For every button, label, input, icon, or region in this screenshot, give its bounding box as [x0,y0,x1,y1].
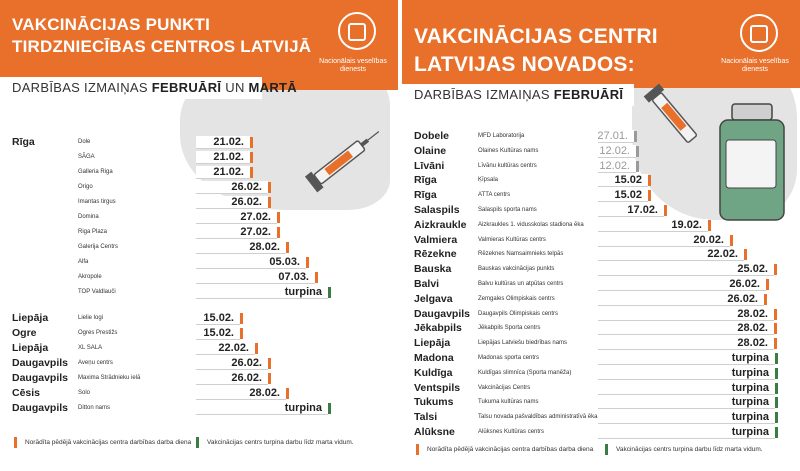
list-row [402,382,800,395]
status-marker [286,242,289,253]
list-row [402,337,800,350]
center-name: Jēkabpils Sporta centrs [478,325,541,332]
center-name: MFD Laboratorija [478,133,525,139]
status-marker [775,383,778,394]
end-date: turpina [731,352,769,364]
center-name: Imantas tirgus [78,199,116,205]
city-name: Olaine [414,144,447,157]
city-name: Dobele [414,130,450,142]
center-name: Lielie logi [78,315,104,321]
status-marker [730,235,733,246]
center-name: Rēzeknes Namsaimnieks telpās [478,251,564,258]
coat-of-arms-icon [338,12,376,50]
status-marker [250,152,253,163]
list-row [402,308,800,321]
end-date: 26.02. [729,278,760,290]
list-row [0,151,398,164]
end-date: 19.02. [671,218,702,231]
status-marker [268,373,271,384]
center-name: Bauskas vakcinācijas punkts [478,266,555,273]
list-row [402,293,800,306]
center-name: Ķīpsala [478,177,499,184]
list-row [0,166,398,179]
list-row [0,312,398,325]
list-row [402,130,800,143]
list-row [0,402,398,415]
right-header [402,0,800,88]
right-subtitle: DARBĪBAS IZMAIŅAS FEBRUĀRĪ [414,87,624,102]
status-marker [240,313,243,324]
status-marker [774,323,777,334]
city-name: Valmiera [414,233,458,246]
status-marker [328,287,331,298]
city-name: Līvāni [414,159,445,172]
city-name: Cēsis [12,387,41,399]
legend-orange-marker-right [416,444,419,455]
end-date: turpina [731,381,769,394]
city-name: Madona [414,352,454,364]
end-date: 15.02 [614,189,642,202]
status-marker [328,403,331,414]
city-name: Daugavpils [414,307,471,320]
end-date: 07.03. [278,271,309,283]
legend-green-marker-right [605,444,608,455]
end-date: turpina [731,411,769,424]
city-name: Kuldīga [414,366,453,379]
center-name: Ditton nams [78,405,111,411]
status-marker [766,279,769,290]
center-name: Alūksnes Kultūras centrs [478,429,545,435]
end-date: 28.02. [737,337,768,350]
end-date: 26.02. [231,196,262,208]
status-marker [277,212,280,223]
city-name: Daugavpils [12,372,69,384]
center-name: Ogres Prestižs [78,330,118,336]
end-date: 15.02. [203,312,234,324]
end-date: 21.02. [213,166,244,178]
end-date: 28.02. [737,322,768,335]
center-name: Daugavpils Olimpiskais centrs [478,310,559,317]
city-name: Daugavpils [12,357,69,369]
status-marker [648,175,651,186]
list-row [402,411,800,424]
center-name: Dole [78,139,91,145]
end-date: turpina [284,402,322,414]
city-name: Daugavpils [12,402,69,414]
list-row [0,196,398,209]
left-title-line2: TIRDZNIECĪBAS CENTROS LATVIJĀ [12,37,312,56]
list-row [0,181,398,194]
city-name: Liepāja [12,342,49,354]
right-legend-green: Vakcinācijas centrs turpina darbu līdz marta vidum. [616,446,763,453]
center-name: Liepājas Latviešu biedrības nams [478,340,568,347]
status-marker [250,137,253,148]
center-name: Madonas sporta centrs [478,355,540,361]
right-title-line1: VAKCINĀCIJAS CENTRI [414,25,658,48]
list-row [0,226,398,239]
center-name: Akropole [78,274,102,280]
center-name: Alfa [78,259,89,265]
list-row [0,372,398,385]
center-name: Balvu kultūras un atpūtas centrs [478,281,564,287]
end-date: 26.02. [231,372,262,384]
city-name: Bauska [414,263,452,276]
city-name: Rīga [12,136,35,148]
right-legend-orange: Norādīta pēdējā vakcinācijas centra darbības darba diena [427,446,594,453]
list-row [0,327,398,340]
center-name: Līvānu kultūras centrs [478,162,537,169]
status-marker [306,257,309,268]
status-marker [775,397,778,408]
city-name: Tukums [414,396,454,409]
city-name: Liepāja [12,312,49,324]
center-name: Solo [78,390,91,396]
end-date: turpina [731,396,769,409]
city-name: Salaspils [414,204,460,216]
list-row [402,367,800,380]
right-panel [402,0,800,471]
status-marker [774,264,777,275]
end-date: 25.02. [737,263,768,276]
center-name: Vakcinācijas Centrs [478,384,531,391]
list-row [0,357,398,370]
left-panel [0,0,398,471]
status-marker [775,353,778,364]
center-name: Aizkraukles 1. vidusskolas stadiona ēka [478,221,584,228]
status-marker [636,146,639,157]
end-date: 15.02 [614,174,642,187]
end-date: 26.02. [231,181,262,193]
end-date: 21.02. [213,136,244,148]
right-agency-name: Nacionālais veselības dienests [721,58,789,73]
left-subtitle-bar [0,77,297,99]
city-name: Ogre [12,327,37,339]
list-row [402,352,800,365]
left-legend-green: Vakcinācijas centrs turpina darbu līdz marta vidum. [207,439,354,446]
list-row [0,241,398,254]
status-marker [268,182,271,193]
legend-orange-marker [14,437,17,448]
coat-of-arms-icon-right [740,14,778,52]
end-date: 21.02. [213,151,244,163]
end-date: 12.02. [599,159,630,172]
status-marker [315,272,318,283]
end-date: 27.01. [597,130,628,142]
status-marker [775,427,778,438]
status-marker [775,412,778,423]
status-marker [708,220,711,231]
list-row [0,342,398,355]
city-name: Jēkabpils [414,322,462,335]
center-name: Aveņu centrs [78,360,113,366]
list-row [402,174,800,187]
list-row [402,145,800,158]
status-marker [774,338,777,349]
status-marker [286,388,289,399]
center-name: Talsu novada pašvaldības administratīvā ēka [478,414,598,421]
center-name: ATTA centrs [478,192,511,199]
end-date: 27.02. [240,211,271,223]
left-legend-orange: Norādīta pēdējā vakcinācijas centra darbības darba diena [25,439,192,446]
list-row [402,189,800,202]
list-row [402,204,800,217]
status-marker [277,227,280,238]
list-row [0,136,398,149]
city-name: Liepāja [414,337,451,350]
list-row [402,263,800,276]
end-date: 28.02. [249,387,280,399]
status-marker [648,190,651,201]
center-name: Riga Plaza [78,229,108,235]
city-name: Rēzekne [414,248,457,261]
center-name: Olaines Kultūras nams [478,147,539,154]
city-name: Balvi [414,278,440,290]
end-date: 22.02. [707,248,738,261]
list-row [402,396,800,409]
left-agency-name: Nacionālais veselības dienests [319,58,387,73]
center-name: Origo [78,184,93,190]
status-marker [268,197,271,208]
city-name: Aizkraukle [414,218,467,231]
center-name: Valmieras Kultūras centrs [478,236,546,243]
list-row [402,234,800,247]
end-date: 28.02. [737,307,768,320]
center-name: Maxima Strādnieku ielā [78,375,141,381]
list-row [0,387,398,400]
end-date: 15.02. [203,327,234,339]
list-row [0,211,398,224]
center-name: Salaspils sporta nams [478,207,537,213]
status-marker [774,309,777,320]
end-date: 27.02. [240,226,271,238]
center-name: Tukuma kultūras nams [478,399,539,406]
legend-green-marker [196,437,199,448]
status-marker [744,249,747,260]
status-marker [775,368,778,379]
list-row [402,322,800,335]
status-marker [636,161,639,172]
status-marker [664,205,667,216]
center-name: Galleria Riga [78,169,113,175]
list-row [402,426,800,439]
center-name: Zemgales Olimpiskais centrs [478,295,555,302]
center-name: Galerija Centrs [78,244,119,250]
status-marker [240,328,243,339]
list-row [402,219,800,232]
list-row [402,160,800,173]
city-name: Rīga [414,174,437,187]
end-date: turpina [731,366,769,379]
center-name: XL SALA [78,345,103,351]
end-date: 28.02. [249,241,280,253]
list-row [402,278,800,291]
end-date: 22.02. [218,342,249,354]
center-name: Domina [78,214,99,220]
end-date: turpina [284,286,322,298]
list-row [0,286,398,299]
center-name: SĀGA [78,154,95,160]
status-marker [250,167,253,178]
list-row [0,271,398,284]
end-date: 20.02. [693,233,724,246]
end-date: 17.02. [627,204,658,216]
status-marker [268,358,271,369]
left-title-line1: VAKCINĀCIJAS PUNKTI [12,15,211,34]
status-marker [764,294,767,305]
city-name: Talsi [414,411,438,424]
right-subtitle-bar [402,84,634,106]
right-title-line2: LATVIJAS NOVADOS: [414,53,635,76]
city-name: Alūksne [414,426,455,438]
list-row [0,256,398,269]
city-name: Rīga [414,189,437,202]
center-name: TOP Valdlauči [78,289,116,295]
left-subtitle: DARBĪBAS IZMAIŅAS FEBRUĀRĪ UN MARTĀ [12,80,297,95]
center-name: Kuldīgas slimnīca (Sporta manēža) [478,369,572,376]
status-marker [255,343,258,354]
city-name: Ventspils [414,381,461,394]
city-name: Jelgava [414,292,453,305]
end-date: 26.02. [231,357,262,369]
list-row [402,248,800,261]
end-date: 26.02. [727,292,758,305]
end-date: 05.03. [269,256,300,268]
end-date: 12.02. [599,144,630,157]
status-marker [634,131,637,142]
end-date: turpina [731,426,769,438]
